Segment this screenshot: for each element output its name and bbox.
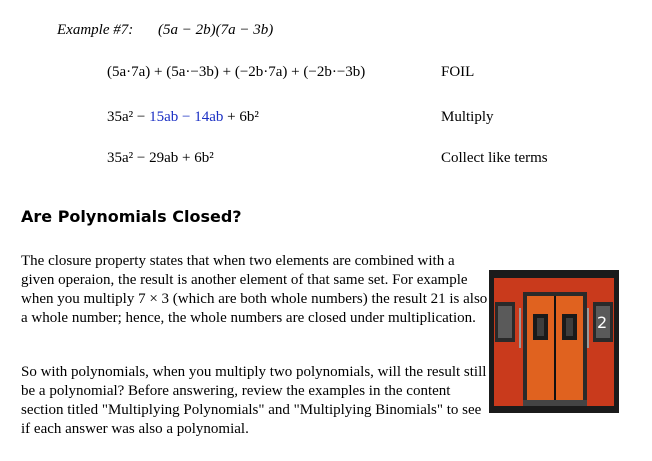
left-door [527,296,554,404]
step-foil-expression: (5a·7a) + (5a·−3b) + (−2b·7a) + (−2b·−3b) [107,64,366,80]
closure-paragraph: The closure property states that when two elements are combined with a given operaion, the result is another element of that same set. For example when you multiply 7 × 3 (which are both whole numbers) the result 21 is also a whole number; hence, the whole numbers are closed under multiplication. [21,253,488,326]
step-collect-label: Collect like terms [441,150,548,166]
car-number: 2 [597,313,608,332]
step-multiply-expression [107,109,259,126]
train-doors-image [489,270,619,413]
example-label: Example #7: [57,22,134,38]
polynomial-question-paragraph: So with polynomials, when you multiply two polynomials, will the result still be a polynomial? Before answering, review the examples in the content section titled "Multiplying Polynomials" and "Multiplying Binomials" to see if each answer was also a polynomial. [21,364,487,437]
step-multiply-label: Multiply [441,109,494,125]
highlighted-terms: 15ab − 14ab [149,109,224,125]
right-door [556,296,583,404]
term-constant: + 6b² [223,109,259,125]
section-heading: Are Polynomials Closed? [21,207,242,226]
example-expression: (5a − 2b)(7a − 3b) [158,22,274,38]
term-squared: 35a² − [107,109,150,125]
step-foil-label: FOIL [441,64,475,80]
step-collect-expression: 35a² − 29ab + 6b² [107,150,214,166]
